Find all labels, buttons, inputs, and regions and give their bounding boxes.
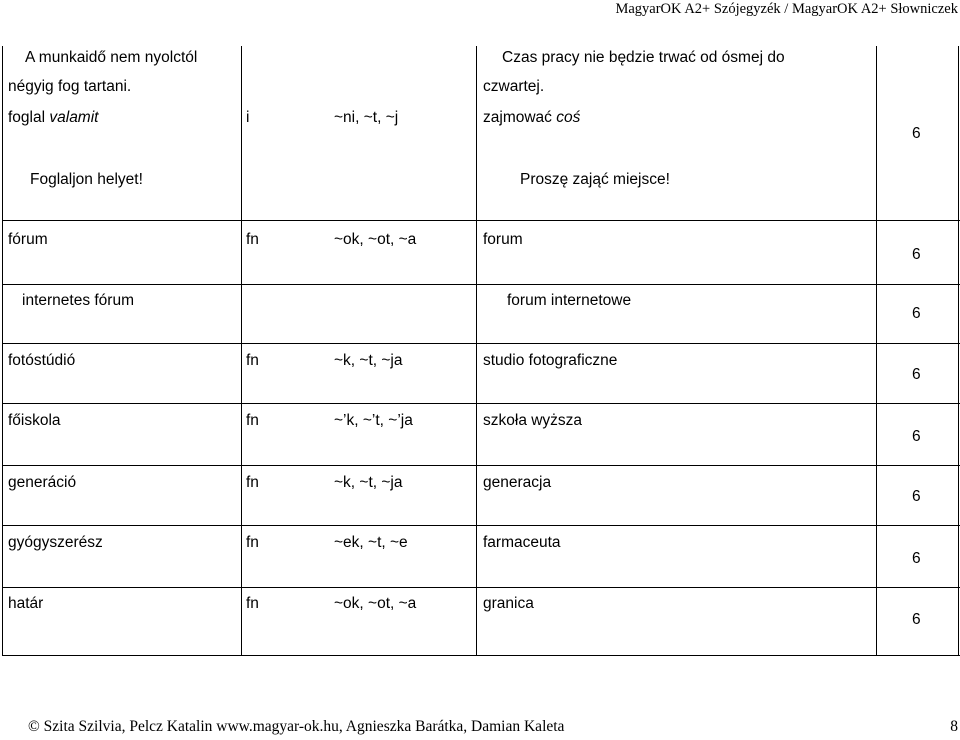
part-of-speech: i	[246, 109, 250, 126]
row-divider	[2, 220, 960, 221]
headword: határ	[8, 595, 44, 612]
page-number: 8	[950, 718, 958, 735]
part-of-speech: fn	[246, 474, 259, 491]
copyright-icon: ©	[28, 718, 40, 735]
polish-translation: zajmować	[483, 109, 552, 126]
headword-object: valamit	[49, 109, 99, 126]
polish-cell	[483, 108, 580, 128]
headword: fotóstúdió	[8, 352, 76, 369]
unit-number: 6	[912, 305, 921, 322]
unit-number: 6	[912, 366, 921, 383]
table-border-bottom	[2, 655, 960, 656]
page-footer	[28, 718, 958, 736]
inflected-forms: ~k, ~t, ~ja	[334, 352, 403, 369]
footer-credits: Szita Szilvia, Pelcz Katalin www.magyar-ok.hu, Agnieszka Barátka, Damian Kaleta	[43, 718, 565, 735]
part-of-speech: fn	[246, 352, 259, 369]
running-header: MagyarOK A2+ Szójegyzék / MagyarOK A2+ Słowniczek	[615, 1, 958, 17]
part-of-speech: fn	[246, 595, 259, 612]
polish-translation: szkoła wyższa	[483, 412, 583, 429]
part-of-speech: fn	[246, 231, 259, 248]
headword: foglal	[8, 109, 46, 126]
unit-number: 6	[912, 428, 921, 445]
inflected-forms: ~ok, ~ot, ~a	[334, 231, 417, 248]
inflected-forms: ~ok, ~ot, ~a	[334, 595, 417, 612]
example-hungarian-line: A munkaidő nem nyolctól	[25, 49, 198, 66]
row-divider	[2, 403, 960, 404]
example-hungarian: internetes fórum	[22, 292, 134, 309]
polish-object: coś	[556, 109, 581, 126]
inflected-forms: ~ek, ~t, ~e	[334, 534, 408, 551]
unit-number: 6	[912, 246, 921, 263]
example-polish: Proszę zająć miejsce!	[520, 171, 670, 188]
inflected-forms: ~’k, ~’t, ~’ja	[334, 412, 413, 429]
column-divider	[476, 46, 477, 656]
row-divider	[2, 525, 960, 526]
polish-translation: forum	[483, 231, 523, 248]
row-divider	[2, 465, 960, 466]
unit-number: 6	[912, 611, 921, 628]
polish-translation: farmaceuta	[483, 534, 561, 551]
row-divider	[2, 343, 960, 344]
headword-cell	[8, 108, 98, 128]
polish-translation: generacja	[483, 474, 552, 491]
example-hungarian: Foglaljon helyet!	[30, 171, 143, 188]
example-polish-line: Czas pracy nie będzie trwać od ósmej do	[502, 49, 785, 66]
polish-translation: studio fotograficzne	[483, 352, 618, 369]
table-border-left	[2, 46, 3, 656]
example-polish: forum internetowe	[507, 292, 632, 309]
unit-number: 6	[912, 488, 921, 505]
unit-number: 6	[912, 125, 921, 142]
part-of-speech: fn	[246, 534, 259, 551]
inflected-forms: ~k, ~t, ~ja	[334, 474, 403, 491]
headword: főiskola	[8, 412, 61, 429]
part-of-speech: fn	[246, 412, 259, 429]
headword: generáció	[8, 474, 77, 491]
example-hungarian-line: négyig fog tartani.	[8, 78, 132, 95]
example-polish-line: czwartej.	[483, 78, 545, 95]
inflected-forms: ~ni, ~t, ~j	[334, 109, 399, 126]
column-divider	[241, 46, 242, 656]
column-divider	[876, 46, 877, 656]
row-divider	[2, 587, 960, 588]
headword: fórum	[8, 231, 48, 248]
row-divider	[2, 284, 960, 285]
unit-number: 6	[912, 550, 921, 567]
table-border-right	[958, 46, 959, 656]
headword: gyógyszerész	[8, 534, 103, 551]
polish-translation: granica	[483, 595, 534, 612]
